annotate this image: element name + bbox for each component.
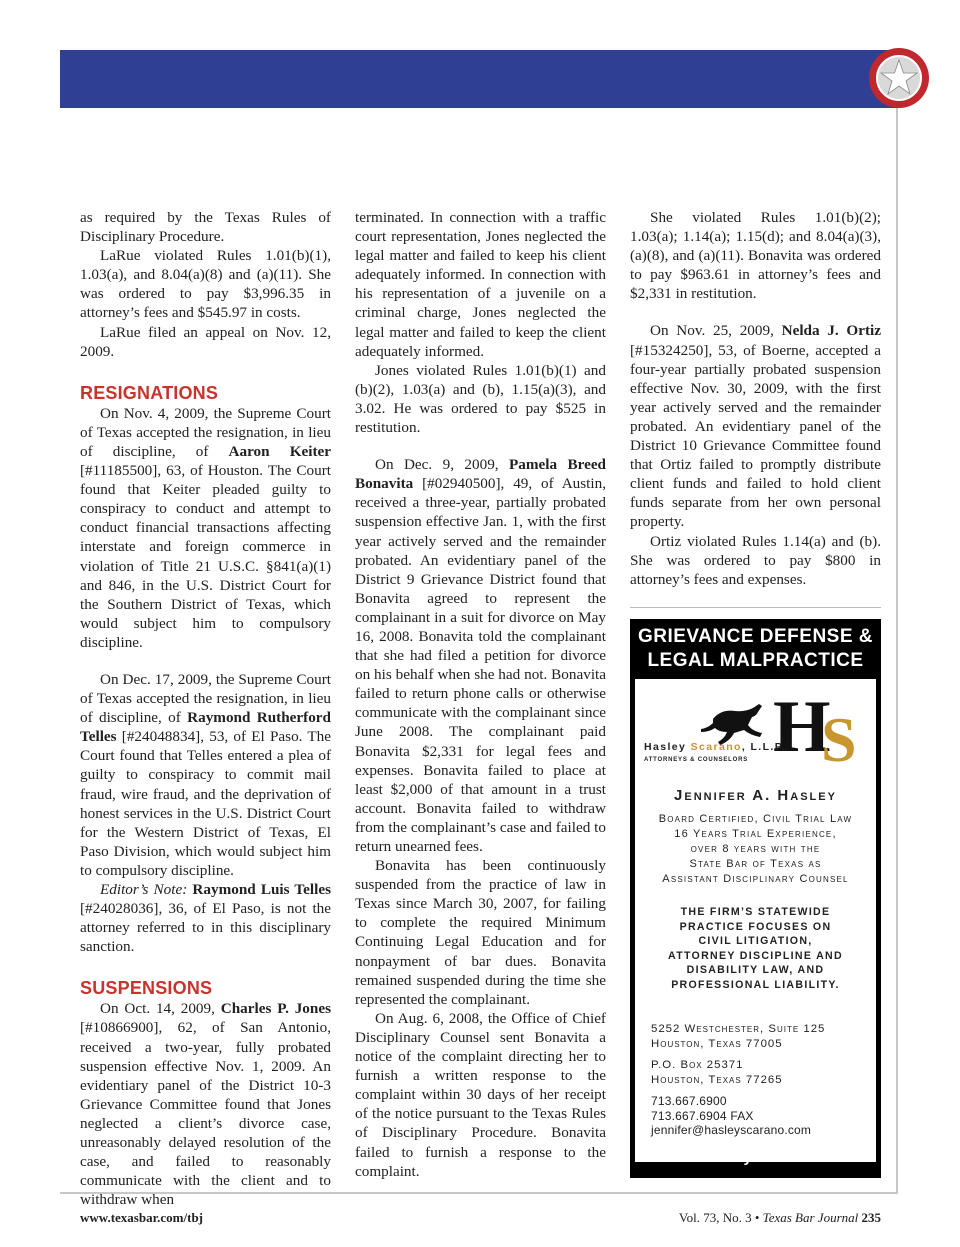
paragraph: Ortiz violated Rules 1.14(a) and (b). She was ordered to pay $800 in attorney’s fees and expenses.	[630, 532, 881, 588]
column-1	[80, 208, 331, 1209]
paragraph: Jones violated Rules 1.01(b)(1) and (b)(2), 1.03(a) and (b), 1.15(a)(3), and 3.02. He was ordered to pay $525 in restitution.	[355, 361, 606, 437]
advertisement	[630, 619, 881, 1178]
section-heading-resignations: RESIGNATIONS	[80, 382, 219, 403]
paragraph: Bonavita has been continuously suspended from the practice of law in Texas since March 30, 2007, for failing to complete the required Minimum Continuing Legal Education and for nonpayment of bar dues. Bonavita remained suspended during the time she represented the complainant.	[355, 857, 606, 1008]
paragraph: She violated Rules 1.01(b)(2); 1.03(a); 1.14(a); 1.15(d); and 8.04(a)(3), (a)(8), and (a)(11). Bonavita was ordered to pay $963.61 in attorney’s fees and $2,331 in restitution.	[630, 209, 881, 303]
fax: 713.667.6904 FAX	[651, 1108, 754, 1123]
logo-letter-h: H	[773, 687, 831, 767]
logo-letter-s: S	[821, 704, 857, 767]
paragraph: On Dec. 9, 2009, Pamela Breed Bonavita [#02940500], 49, of Austin, received a three-year, partially probated suspension effective Jan. 1, with the first year actively served and the remainder probated. An evidentiary panel of the District 9 Grievance District found that Bonavita agreed to represent the complainant in a suit for divorce on May 16, 2008. Bonavita told the complainant that she had filed a petition for divorce on his behalf when she had not. Bonavita failed to return phone calls or otherwise communicate with the complainant since June 2008. The complainant paid Bonavita $2,331 for legal fees and expenses. Bonavita failed to place at least $2,000 of that amount in a trust account. Bonavita failed to withdraw from the complainant’s case and failed to return unearned fees.	[355, 456, 607, 855]
paragraph: On Dec. 17, 2009, the Supreme Court of Texas accepted the resignation, in lieu of discipline, of Raymond Rutherford Telles [#24048834], 53, of El Paso. The Court found that Telles entered a plea of guilty to conspiracy to commit mail fraud, wire fraud, and the deprivation of honest services in the U.S. District Court for the Western District of Texas, El Paso Division, which would subject him to compulsory discipline.	[80, 670, 331, 879]
attorney-name: Jennifer A. Hasley	[674, 787, 837, 804]
website-link[interactable]: www.hasleyscarano.com	[666, 1149, 845, 1166]
divider	[630, 607, 881, 608]
section-heading-suspensions: SUSPENSIONS	[80, 978, 213, 999]
column-2	[355, 208, 606, 1181]
firm-subtitle: ATTORNEYS & COUNSELORS	[644, 757, 749, 763]
credentials: Board Certified, Civil Trial Law 16 Years Trial Experience, over 8 years with the State Bar of Texas as Assistant Disciplinary Counsel	[658, 813, 853, 885]
column-3	[630, 208, 881, 608]
ad-body	[635, 679, 876, 1162]
email-link[interactable]: jennifer@hasleyscarano.com	[651, 1123, 812, 1137]
page-number: 235	[861, 1210, 881, 1225]
footer-issue: Vol. 73, No. 3 • Texas Bar Journal 235	[678, 1210, 881, 1225]
paragraph: On Aug. 6, 2008, the Office of Chief Disciplinary Counsel sent Bonavita a notice of the complaint directing her to furnish a written response to the complaint within 30 days of her receipt of the notice pursuant to the Texas Rules of Disciplinary Procedure. Bonavita failed to furnish a response to the complaint.	[355, 1009, 606, 1180]
paragraph: as required by the Texas Rules of Disciplinary Procedure.	[80, 209, 331, 246]
phone: 713.667.6900	[651, 1094, 727, 1108]
paragraph: On Nov. 4, 2009, the Supreme Court of Texas accepted the resignation, in lieu of discipline, of Aaron Keiter [#11185500], 63, of Houston. The Court found that Keiter pleaded guilty to conspiracy to conduct and attempt to conduct financial transactions affecting interstate and foreign commerce in violation of Title 21 U.S.C. §841(a)(1) and 846, in the U.S. District Court for the Southern District of Texas, which would subject him to compulsory discipline.	[80, 404, 332, 651]
footer-url[interactable]: www.texasbar.com/tbj	[80, 1210, 204, 1225]
firm-name: Hasley Scarano, L.L.P.	[644, 741, 787, 753]
horse-icon	[643, 687, 871, 767]
contact-info: 5252 Westchester, Suite 125 Houston, Texas 77005 P.O. Box 25371 Houston, Texas 77265 713.667.6900 713.667.6904 FAX jennifer@hasleyscarano.com	[651, 1022, 876, 1138]
header-banner	[60, 50, 898, 108]
editor-note: Editor’s Note: Raymond Luis Telles [#24028036], 36, of El Paso, is not the attorney referred to in this disciplinary sanction.	[80, 881, 331, 956]
ad-title: GRIEVANCE DEFENSE & LEGAL MALPRACTICE	[637, 626, 874, 671]
paragraph: LaRue violated Rules 1.01(b)(1), 1.03(a), and 8.04(a)(8) and (a)(11). She was ordered to pay $3,996.35 in attorney’s fees and $545.97 in costs.	[80, 247, 331, 322]
paragraph: On Nov. 25, 2009, Nelda J. Ortiz [#15324250], 53, of Boerne, accepted a four-year partially probated suspension effective Nov. 30, 2009, with the first year actively served and the remainder probated. An evidentiary panel of the District 10 Grievance Committee found that Ortiz failed to promptly distribute client funds and failed to hold client funds separate from her own personal property.	[630, 322, 881, 531]
paragraph: On Oct. 14, 2009, Charles P. Jones [#10866900], 62, of San Antonio, received a two-year, fully probated suspension effective Nov. 1, 2009. An evidentiary panel of the District 10-3 Grievance Committee found that Jones neglected a client’s divorce case, unreasonably delayed resolution of the case, and failed to reasonably communicate with the client and to withdraw when	[80, 1000, 331, 1209]
star-icon	[868, 47, 930, 109]
practice-focus: THE FIRM’S STATEWIDE PRACTICE FOCUSES ON CIVIL LITIGATION, ATTORNEY DISCIPLINE AND DISABILITY LAW, AND PROFESSIONAL LIABILITY.	[668, 906, 843, 991]
paragraph: terminated. In connection with a traffic court representation, Jones neglected the legal matter and failed to keep his client adequately informed. In connection with his representation of a juvenile on a criminal charge, Jones neglected the legal matter and failed to keep the client adequately informed.	[355, 209, 606, 360]
paragraph: LaRue filed an appeal on Nov. 12, 2009.	[80, 323, 331, 360]
